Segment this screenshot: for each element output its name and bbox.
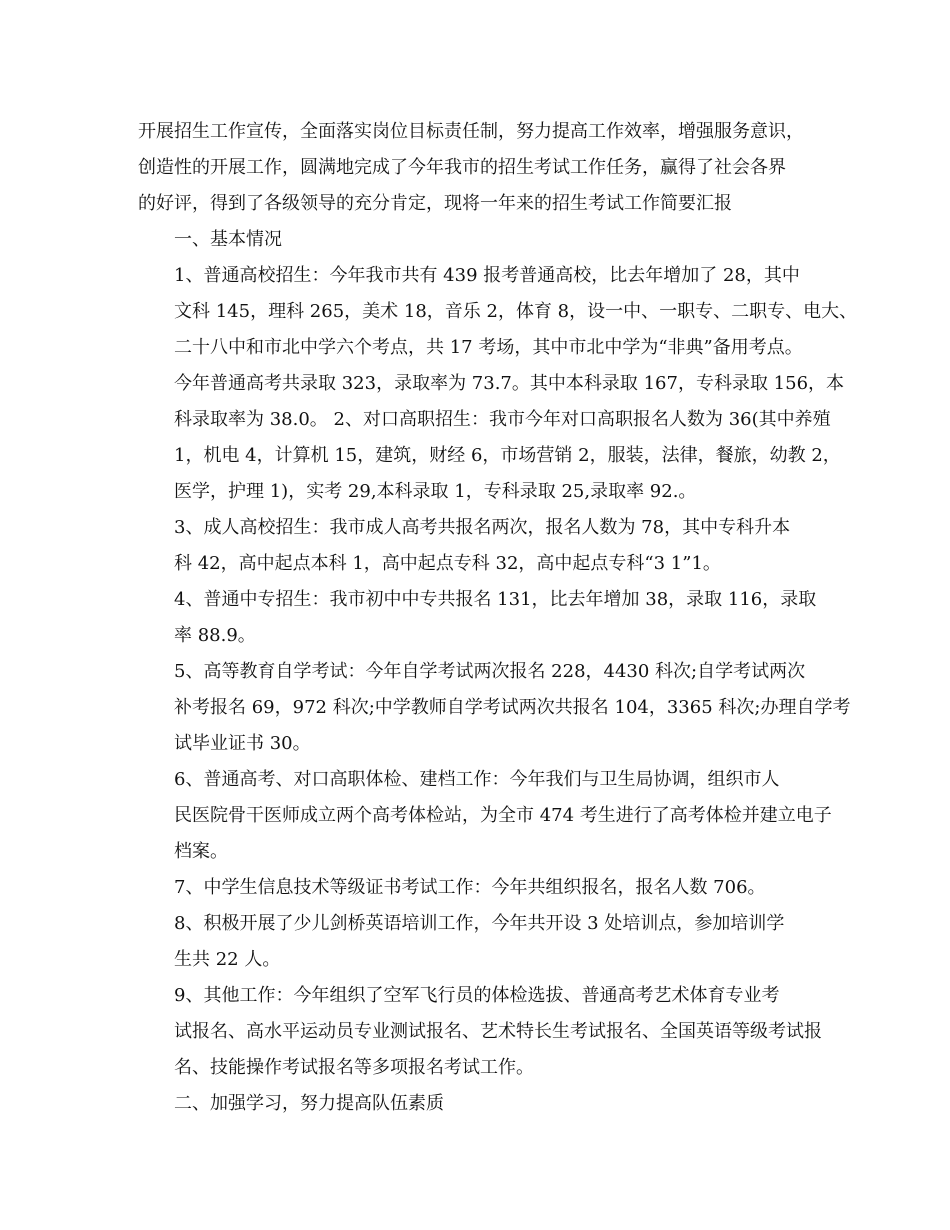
paragraph — [138, 762, 838, 870]
text-line: 民医院骨干医师成立两个高考体检站，为全市 474 考生进行了高考体检并建立电子 — [174, 805, 832, 826]
text-line: 补考报名 69，972 科次;中学教师自学考试两次共报名 104，3365 科次;办理自学考 — [174, 697, 851, 718]
text-line: 4、普通中专招生：我市初中中专共报名 131，比去年增加 38，录取 116，录取 — [174, 589, 817, 610]
text-line: 文科 145，理科 265，美术 18，音乐 2，体育 8，设一中、一职专、二职专、电大、 — [174, 301, 858, 322]
text-line: 9、其他工作：今年组织了空军飞行员的体检选拔、普通高考艺术体育专业考 — [174, 985, 780, 1006]
text-line: 8、积极开展了少儿剑桥英语培训工作，今年共开设 3 处培训点，参加培训学 — [174, 913, 785, 934]
text-line: 1，机电 4，计算机 15，建筑，财经 6，市场营销 2，服装，法律，餐旅，幼教 2， — [174, 445, 841, 466]
paragraph — [138, 222, 838, 258]
text-line: 率 88.9。 — [174, 625, 256, 646]
text-line: 开展招生工作宣传，全面落实岗位目标责任制，努力提高工作效率，增强服务意识， — [138, 121, 804, 142]
text-line: 名、技能操作考试报名等多项报名考试工作。 — [174, 1057, 534, 1078]
text-line: 今年普通高考共录取 323，录取率为 73.7。其中本科录取 167，专科录取 156，本 — [174, 373, 845, 394]
text-line: 试报名、高水平运动员专业测试报名、艺术特长生考试报名、全国英语等级考试报 — [174, 1021, 822, 1042]
paragraph — [138, 870, 838, 906]
text-line: 的好评，得到了各级领导的充分肯定，现将一年来的招生考试工作简要汇报 — [138, 193, 732, 214]
text-line: 二、加强学习，努力提高队伍素质 — [174, 1093, 444, 1114]
paragraph — [138, 1086, 838, 1122]
paragraph — [138, 978, 838, 1086]
text-line: 二十八中和市北中学六个考点，共 17 考场，其中市北中学为“非典”备用考点。 — [174, 337, 803, 358]
paragraph — [138, 582, 838, 654]
document-body — [138, 114, 858, 1122]
text-line: 一、基本情况 — [174, 229, 282, 250]
text-line: 创造性的开展工作，圆满地完成了今年我市的招生考试工作任务，赢得了社会各界 — [138, 157, 786, 178]
text-line: 医学，护理 1)，实考 29,本科录取 1，专科录取 25,录取率 92.。 — [174, 481, 697, 502]
text-line: 试毕业证书 30。 — [174, 733, 311, 754]
text-line: 3、成人高校招生：我市成人高考共报名两次，报名人数为 78，其中专科升本 — [174, 517, 791, 538]
text-line: 档案。 — [174, 841, 228, 862]
paragraph — [138, 114, 838, 222]
paragraph — [138, 258, 858, 510]
text-line: 6、普通高考、对口高职体检、建档工作：今年我们与卫生局协调，组织市人 — [174, 769, 780, 790]
text-line: 1、普通高校招生：今年我市共有 439 报考普通高校，比去年增加了 28，其中 — [174, 265, 800, 286]
text-line: 科 42，高中起点本科 1，高中起点专科 32，高中起点专科“3 1”1。 — [174, 553, 721, 574]
paragraph — [138, 510, 838, 582]
text-line: 科录取率为 38.0。 2、对口高职招生：我市今年对口高职报名人数为 36(其中养殖 — [174, 409, 831, 430]
text-line: 7、中学生信息技术等级证书考试工作：今年共组织报名，报名人数 706。 — [174, 877, 766, 898]
paragraph — [138, 906, 838, 978]
paragraph — [138, 654, 851, 762]
text-line: 5、高等教育自学考试：今年自学考试两次报名 228，4430 科次;自学考试两次 — [174, 661, 806, 682]
text-line: 生共 22 人。 — [174, 949, 281, 970]
